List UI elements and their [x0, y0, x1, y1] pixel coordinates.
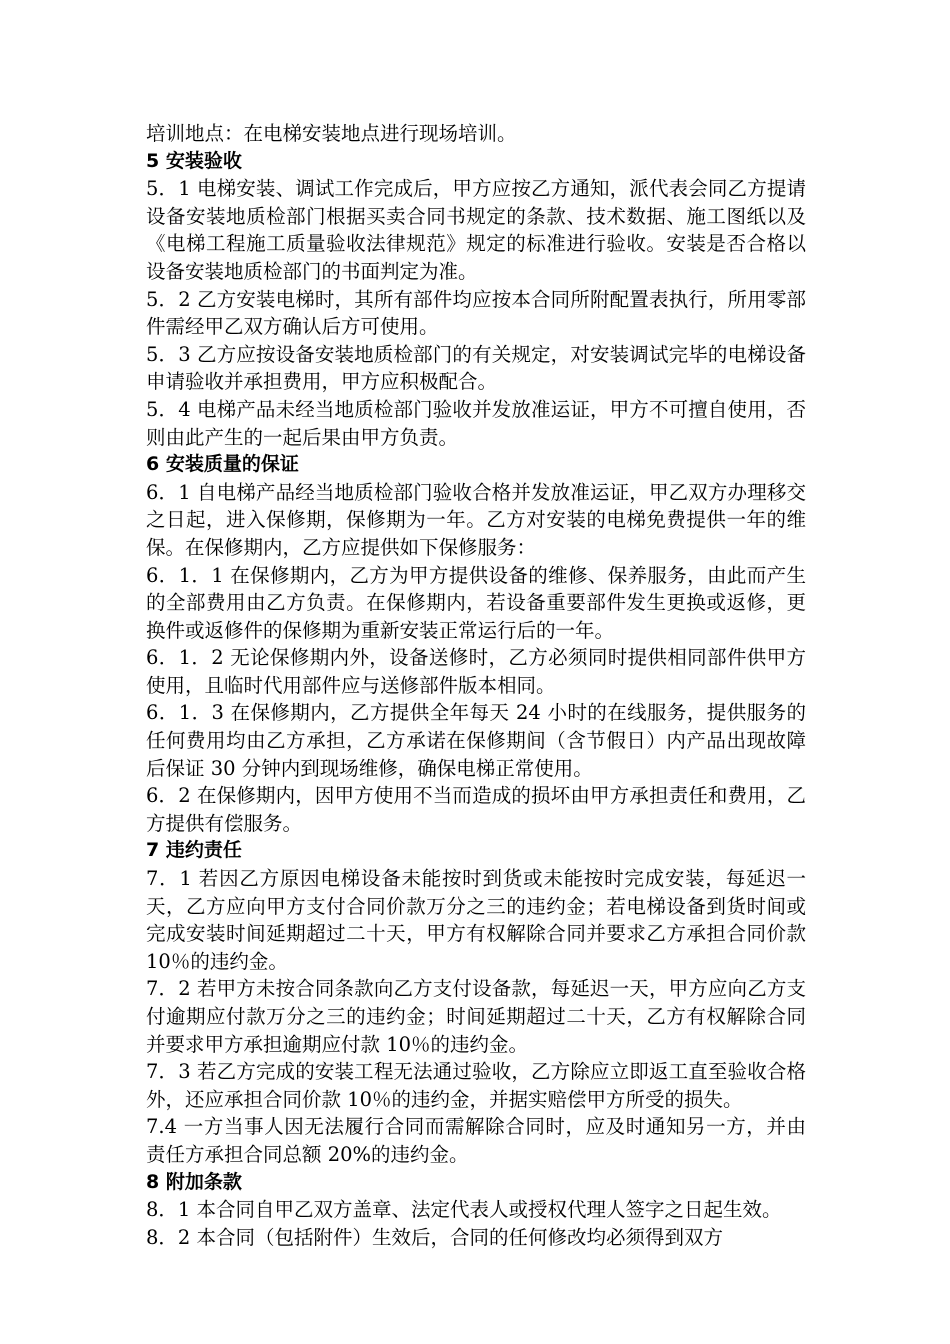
section-heading-installation-acceptance: 5 安装验收	[146, 149, 242, 172]
clause-5-2: 5．2 乙方安装电梯时，其所有部件均应按本合同所附配置表执行，所用零部件需经甲乙双方确认后方可使用。	[146, 287, 806, 339]
clause-6-2: 6．2 在保修期内，因甲方使用不当而造成的损坏由甲方承担责任和费用，乙方提供有偿服务。	[146, 784, 806, 835]
clause-5-3: 5．3 乙方应按设备安装地质检部门的有关规定，对安装调试完毕的电梯设备申请验收并承担费用，甲方应积极配合。	[146, 342, 806, 394]
training-location-line: 培训地点：在电梯安装地点进行现场培训。	[146, 122, 517, 145]
section-heading-quality-guarantee: 6 安装质量的保证	[146, 453, 299, 476]
section-heading-breach-liability: 7 违约责任	[146, 839, 242, 862]
clause-8-1: 8．1 本合同自甲乙双方盖章、法定代表人或授权代理人签字之日起生效。	[146, 1198, 782, 1222]
clause-5-4: 5．4 电梯产品未经当地质检部门验收并发放准运证，甲方不可擅自使用，否则由此产生的一起后果由甲方负责。	[146, 397, 806, 449]
clause-8-2: 8．2 本合同（包括附件）生效后，合同的任何修改均必须得到双方	[146, 1225, 724, 1249]
clause-7-1: 7．1 若因乙方原因电梯设备未能按时到货或未能按时完成安装，每延迟一天，乙方应向甲方支付合同价款万分之三的违约金；若电梯设备到货时间或完成安装时间延期超过二十天，甲方有权解除合同并要求乙方承担合同价款 10％的违约金。	[146, 867, 806, 973]
clause-6-1-2: 6．1．2 无论保修期内外，设备送修时，乙方必须同时提供相同部件供甲方使用，且临时代用部件应与送修部件版本相同。	[146, 646, 806, 697]
clause-7-3: 7．3 若乙方完成的安装工程无法通过验收，乙方除应立即返工直至验收合格外，还应承担合同价款 10％的违约金，并据实赔偿甲方所受的损失。	[146, 1060, 806, 1111]
clause-5-1: 5．1 电梯安装、调试工作完成后，甲方应按乙方通知，派代表会同乙方提请设备安装地质检部门根据买卖合同书规定的条款、技术数据、施工图纸以及《电梯工程施工质量验收法律规范》规定的标准进行验收。安装是否合格以设备安装地质检部门的书面判定为准。	[146, 177, 806, 283]
clause-6-1: 6．1 自电梯产品经当地质检部门验收合格并发放准运证，甲乙双方办理移交之日起，进入保修期，保修期为一年。乙方对安装的电梯免费提供一年的维保。在保修期内，乙方应提供如下保修服务：	[146, 480, 806, 559]
document-page	[146, 120, 806, 1251]
clause-6-1-1: 6．1．1 在保修期内，乙方为甲方提供设备的维修、保养服务，由此而产生的全部费用由乙方负责。在保修期内，若设备重要部件发生更换或返修，更换件或返修件的保修期为重新安装正常运行后的一年。	[146, 563, 806, 642]
section-heading-additional-terms: 8 附加条款	[146, 1170, 242, 1193]
clause-7-4: 7.4 一方当事人因无法履行合同而需解除合同时，应及时通知另一方，并由责任方承担合同总额 20%的违约金。	[146, 1115, 806, 1166]
clause-6-1-3: 6．1．3 在保修期内，乙方提供全年每天 24 小时的在线服务，提供服务的任何费用均由乙方承担，乙方承诺在保修期间（含节假日）内产品出现故障后保证 30 分钟内到现场维修，确保电梯正常使用。	[146, 701, 806, 780]
clause-7-2: 7．2 若甲方未按合同条款向乙方支付设备款，每延迟一天，甲方应向乙方支付逾期应付款万分之三的违约金；时间延期超过二十天，乙方有权解除合同并要求甲方承担逾期应付款 10％的违约金。	[146, 977, 806, 1056]
